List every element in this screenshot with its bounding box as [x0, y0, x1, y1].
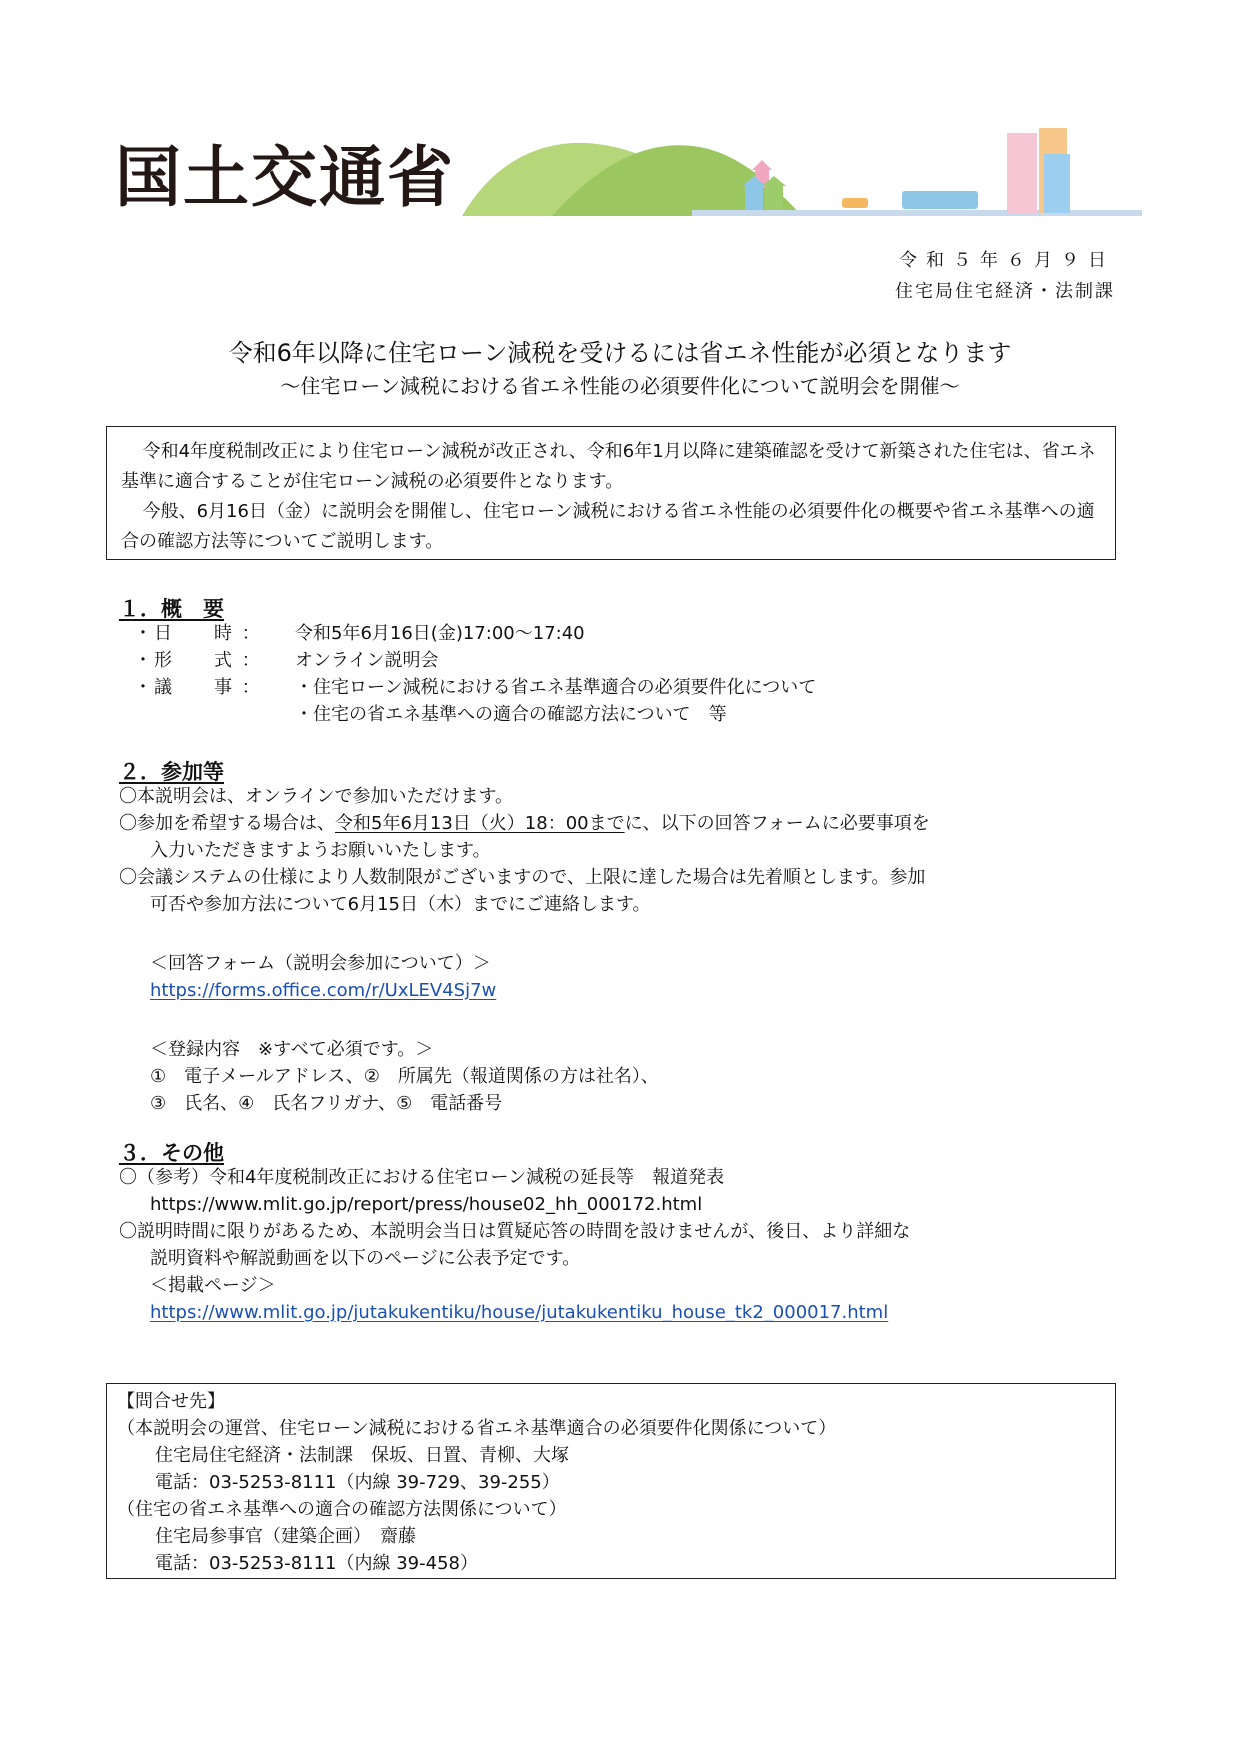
registration-items: ③ 氏名、④ 氏名フリガナ、⑤ 電話番号 — [150, 1093, 503, 1114]
overview-row-agenda — [134, 674, 816, 701]
participation-item-cont: 入力いただきますようお願いいたします。 — [150, 840, 491, 861]
other-item: 〇（参考）令和4年度税制改正における住宅ローン減税の延長等 報道発表 — [119, 1167, 725, 1188]
form-heading: ＜回答フォーム（説明会参加について）＞ — [150, 953, 491, 974]
page-subtitle: ～住宅ローン減税における省エネ性能の必須要件化について説明会を開催～ — [280, 374, 960, 398]
publication-heading: ＜掲載ページ＞ — [150, 1275, 276, 1296]
registration-items: ① 電子メールアドレス、② 所属先（報道関係の方は社名）、 — [150, 1066, 659, 1087]
other-item: 〇説明時間に限りがあるため、本説明会当日は質疑応答の時間を設けませんが、後日、より詳細な — [119, 1221, 911, 1242]
contact-person: 住宅局住宅経済・法制課 保坂、日置、青柳、大塚 — [155, 1445, 569, 1466]
overview-value: 令和5年6月16日(金)17:00～17:40 — [295, 623, 585, 644]
summary-box — [106, 426, 1116, 560]
contact-phone: 電話：03-5253-8111（内線 39-729、39-255） — [155, 1472, 560, 1493]
overview-term: ・形 式 ： — [134, 650, 262, 671]
section-heading-other: ３．その他 — [119, 1141, 224, 1165]
ministry-logo: 国土交通省 — [115, 139, 455, 216]
participation-text: 〇参加を希望する場合は、 — [119, 813, 335, 834]
publication-link[interactable]: https://www.mlit.go.jp/jutakukentiku/house/jutakukentiku_house_tk2_000017.html — [150, 1302, 889, 1323]
participation-item: 〇会議システムの仕様により人数制限がございますので、上限に達した場合は先着順とします。参加 — [119, 867, 926, 888]
contact-box — [106, 1383, 1116, 1579]
summary-paragraph: 令和4年度税制改正により住宅ローン減税が改正され、令和6年1月以降に建築確認を受けて新築された住宅は、省エネ基準に適合することが住宅ローン減税の必須要件となります。 — [121, 441, 1096, 492]
contact-topic: （本説明会の運営、住宅ローン減税における省エネ基準適合の必須要件化関係について） — [117, 1418, 837, 1439]
contact-topic: （住宅の省エネ基準への適合の確認方法関係について） — [117, 1499, 567, 1520]
contact-person: 住宅局参事官（建築企画） 齋藤 — [155, 1526, 416, 1547]
summary-paragraph: 今般、6月16日（金）に説明会を開催し、住宅ローン減税における省エネ性能の必須要件化の概要や省エネ基準への適合の確認方法等についてご説明します。 — [121, 501, 1095, 552]
overview-value: ・住宅ローン減税における省エネ基準適合の必須要件化について — [295, 677, 817, 698]
registration-heading: ＜登録内容 ※すべて必須です。＞ — [150, 1039, 434, 1060]
press-release-url: https://www.mlit.go.jp/report/press/house02_hh_000172.html — [150, 1194, 703, 1215]
issuing-department: 住宅局住宅経済・法制課 — [895, 281, 1115, 302]
overview-agenda-item: ・住宅の省エネ基準への適合の確認方法について 等 — [295, 704, 727, 725]
section-heading-participation: ２．参加等 — [119, 760, 224, 784]
overview-row-datetime — [134, 620, 585, 647]
release-date: 令和５年６月９日 — [899, 250, 1115, 271]
overview-value: オンライン説明会 — [295, 650, 439, 671]
contact-phone: 電話：03-5253-8111（内線 39-458） — [155, 1553, 478, 1574]
deadline-text: 令和5年6月13日（火）18：00まで — [335, 813, 625, 834]
participation-item — [119, 810, 930, 837]
page-title: 令和6年以降に住宅ローン減税を受けるには省エネ性能が必須となります — [228, 339, 1012, 367]
participation-item-cont: 可否や参加方法について6月15日（木）までにご連絡します。 — [150, 894, 651, 915]
section-heading-overview: １．概 要 — [119, 597, 224, 621]
header-banner-illustration — [462, 128, 1142, 223]
participation-item: 〇本説明会は、オンラインで参加いただけます。 — [119, 786, 514, 807]
overview-term: ・日 時 ： — [134, 623, 262, 644]
participation-text: に、以下の回答フォームに必要事項を — [624, 813, 930, 834]
contact-heading: 【問合せ先】 — [117, 1391, 225, 1412]
overview-row-format — [134, 647, 438, 674]
form-link[interactable]: https://forms.office.com/r/UxLEV4Sj7w — [150, 980, 497, 1001]
other-item-cont: 説明資料や解説動画を以下のページに公表予定です。 — [150, 1248, 581, 1269]
overview-term: ・議 事 ： — [134, 677, 262, 698]
